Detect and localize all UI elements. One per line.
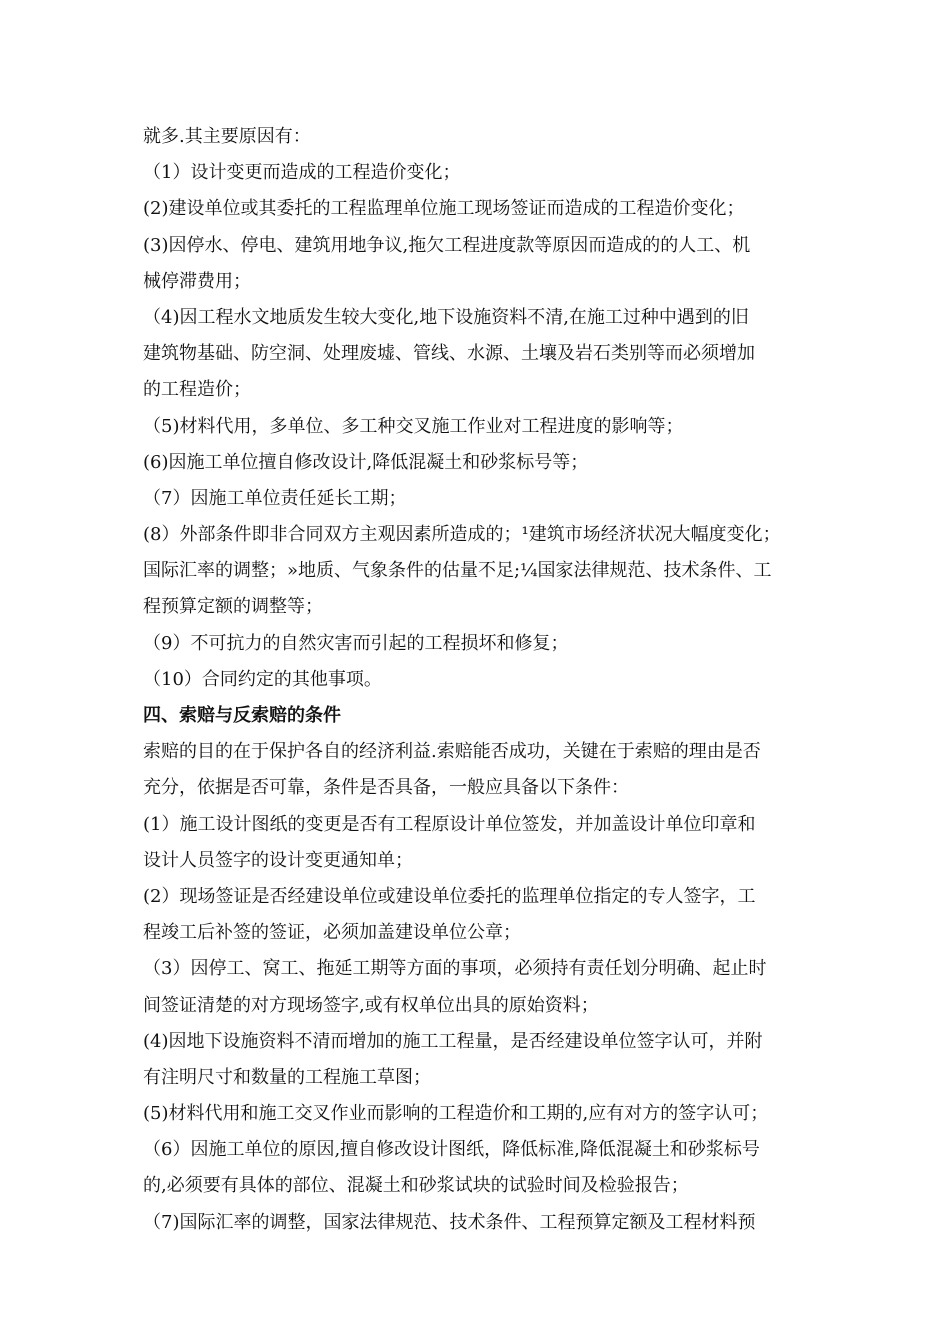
document-body (143, 119, 823, 1241)
text-line: (2)建设单位或其委托的工程监理单位施工现场签证而造成的工程造价变化； (143, 198, 745, 220)
text-line: (2）现场签证是否经建设单位或建设单位委托的监理单位指定的专人签字，工 (143, 885, 756, 907)
text-line: (1）施工设计图纸的变更是否有工程原设计单位签发，并加盖设计单位印章和 (143, 813, 756, 835)
text-line: 间签证清楚的对方现场签字,或有权单位出具的原始资料； (143, 994, 599, 1016)
text-line: 的,必须要有具体的部位、混凝土和砂浆试块的试验时间及检验报告； (143, 1175, 689, 1197)
text-line: (4)因地下设施资料不清而增加的施工工程量，是否经建设单位签字认可，并附 (143, 1030, 763, 1052)
text-line: 程预算定额的调整等； (143, 596, 323, 618)
text-line: (5)材料代用和施工交叉作业而影响的工程造价和工期的,应有对方的签字认可； (143, 1103, 769, 1125)
text-line: （7)国际汇率的调整，国家法律规范、技术条件、工程预算定额及工程材料预 (143, 1211, 756, 1233)
text-line: （6）因施工单位的原因,擅自修改设计图纸，降低标准,降低混凝土和砂浆标号 (143, 1139, 760, 1161)
text-line: (8）外部条件即非合同双方主观因素所造成的；¹建筑市场经济状况大幅度变化； (143, 524, 781, 546)
text-line: （7）因施工单位责任延长工期； (143, 487, 407, 509)
text-line: （1）设计变更而造成的工程造价变化； (143, 162, 461, 184)
text-line: 索赔的目的在于保护各自的经济利益.索赔能否成功，关键在于索赔的理由是否 (143, 741, 761, 763)
text-line: 程竣工后补签的签证，必须加盖建设单位公章； (143, 922, 521, 944)
text-line: 建筑物基础、防空洞、处理废墟、管线、水源、土壤及岩石类别等而必须增加 (143, 343, 755, 365)
text-line: 充分，依据是否可靠，条件是否具备，一般应具备以下条件： (143, 777, 629, 799)
text-line: (3)因停水、停电、建筑用地争议,拖欠工程进度款等原因而造成的的人工、机 (143, 234, 751, 256)
text-line: 设计人员签字的设计变更通知单； (143, 849, 413, 871)
section-heading: 四、索赔与反索赔的条件 (143, 705, 341, 726)
text-line: 械停滞费用； (143, 270, 251, 292)
text-line: 国际汇率的调整；»地质、气象条件的估量不足;¼国家法律规范、技术条件、工 (143, 560, 772, 582)
text-line: （9）不可抗力的自然灾害而引起的工程损坏和修复； (143, 632, 569, 654)
text-line: 就多.其主要原因有： (143, 126, 311, 147)
text-line: （4)因工程水文地质发生较大变化,地下设施资料不清,在施工过种中遇到的旧 (143, 306, 749, 328)
text-line: 的工程造价； (143, 379, 251, 401)
text-line: （5)材料代用，多单位、多工种交叉施工作业对工程进度的影响等； (143, 415, 684, 437)
text-line: （10）合同约定的其他事项。 (143, 668, 382, 690)
text-line: （3）因停工、窝工、拖延工期等方面的事项，必须持有责任划分明确、起止时 (143, 958, 767, 980)
text-line: (6)因施工单位擅自修改设计,降低混凝土和砂浆标号等； (143, 451, 589, 473)
text-line: 有注明尺寸和数量的工程施工草图； (143, 1066, 431, 1088)
